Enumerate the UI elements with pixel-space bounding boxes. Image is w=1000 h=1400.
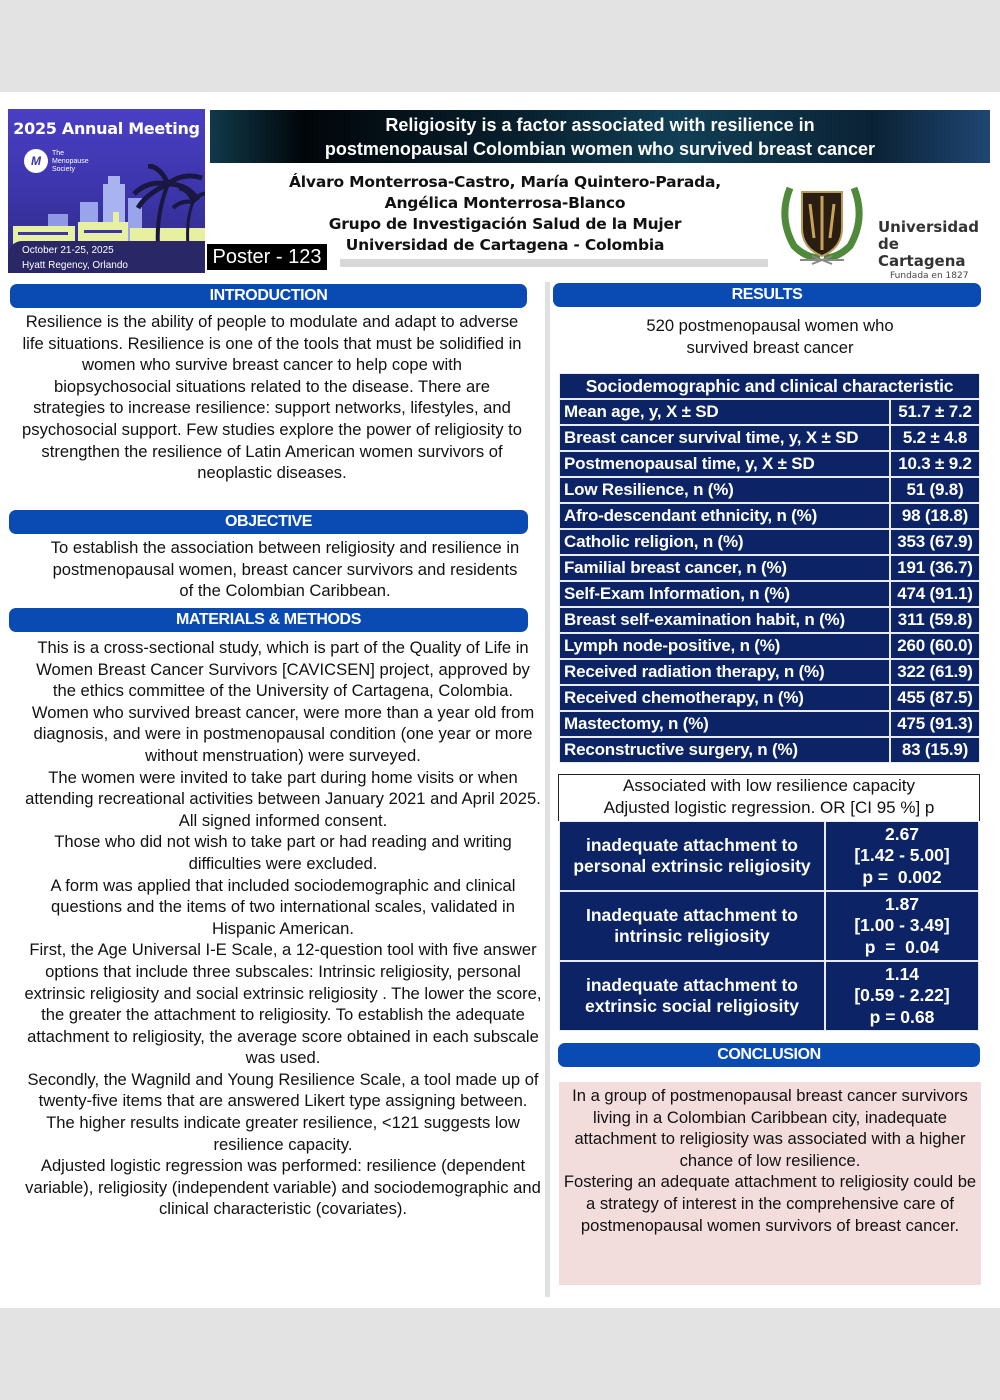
methods-paragraph: Adjusted logistic regression was performed: resilience (dependent variable), religiosity (independent variable) and sociodemographic and clinical characteristic (covariates). [25,1156,541,1219]
methods-paragraph: This is a cross-sectional study, which is part of the Quality of Life in Women Breast Cancer Survivors [CAVICSEN] project, approved by the ethics committee of the University of Cartagena, Colombia. [36,638,530,701]
row-label: Mean age, y, X ± SD [559,399,890,425]
row-label: Reconstructive surgery, n (%) [559,737,890,763]
meeting-title: 2025 Annual Meeting [13,119,200,138]
p-value: p = 0.002 [862,866,942,887]
sample-line-1: 520 postmenopausal women who [646,316,894,335]
methods-paragraph: Secondly, the Wagnild and Young Resilience Scale, a tool made up of twenty-five items that are answered Likert type assigning between. The higher results indicate greater resilience, <121 suggests low resilience capacity. [27,1069,539,1154]
society-line-3: Society [52,166,75,173]
conclusion-paragraph: In a group of postmenopausal breast cancer survivors living in a Colombian Caribbean city, inadequate attachment to religiosity was associated with a higher chance of low resilience. [572,1086,968,1170]
table-row [559,555,980,581]
p-value: p = 0.04 [864,936,940,957]
odds-ratio: 1.87 [884,893,920,914]
association-label-line: personal extrinsic religiosity [573,856,811,876]
row-label: Breast cancer survival time, y, X ± SD [559,425,890,451]
table-row [559,503,980,529]
row-label: Afro-descendant ethnicity, n (%) [559,503,890,529]
methods-paragraph: All signed informed consent. [178,810,388,830]
university-wordmark [878,219,988,282]
association-row [559,821,979,891]
results-heading: RESULTS [553,283,981,307]
row-value: 353 (67.9) [890,529,980,555]
city-skyline-icon [8,164,205,249]
objective-heading: OBJECTIVE [9,510,528,534]
society-line-1: The [52,150,65,157]
association-label [559,821,825,891]
table-row [559,529,980,555]
association-result [825,891,979,961]
row-label: Received chemotherapy, n (%) [559,685,890,711]
row-value: 260 (60.0) [890,633,980,659]
assoc-title-line-2: Adjusted logistic regression. OR [CI 95 %] p [603,798,935,817]
row-label: Familial breast cancer, n (%) [559,555,890,581]
methods-text [24,637,542,1220]
poster-title-banner [210,110,990,163]
table-row [559,607,980,633]
confidence-interval: [1.42 - 5.00] [854,845,950,866]
meeting-badge [8,109,205,273]
research-group: Grupo de Investigación Salud de la Mujer [328,215,682,233]
row-value: 83 (15.9) [890,737,980,763]
association-table-title [558,774,980,821]
objective-text: To establish the association between religiosity and resilience in postmenopausal women, breast cancer survivors and residents of the Colombian Caribbean. [50,538,520,601]
affiliation: Universidad de Cartagena - Colombia [345,236,665,254]
table-row [559,425,980,451]
column-separator [545,282,550,1297]
characteristics-table [559,373,980,763]
row-value: 51.7 ± 7.2 [890,399,980,425]
methods-paragraph: A form was applied that included sociodemographic and clinical questions and the items of two international scales, validated in Hispanic American. [50,875,516,938]
association-label-line: inadequate attachment to [586,974,798,995]
title-line-2: postmenopausal Colombian women who survived breast cancer [324,139,876,159]
assoc-title-line-1: Associated with low resilience capacity [623,776,915,795]
table-row [559,399,980,425]
row-label: Self-Exam Information, n (%) [559,581,890,607]
conclusion-paragraph: Fostering an adequate attachment to religiosity could be a strategy of interest in the comprehensive care of postmenopausal women survivors of breast cancer. [563,1172,977,1235]
row-value: 475 (91.3) [890,711,980,737]
row-label: Postmenopausal time, y, X ± SD [559,451,890,477]
association-label-line: intrinsic religiosity [614,926,770,946]
table-title: Sociodemographic and clinical characteristic [559,373,980,399]
methods-paragraph: First, the Age Universal I-E Scale, a 12-question tool with five answer options that include three subscales: Intrinsic religiosity, personal extrinsic religiosity and social extrinsic religiosity . The lower the score, the greater the attachment to religiosity. To establish the adequate attachment to religiosity, the average score obtained in each subscale was used. [24,940,542,1068]
row-value: 191 (36.7) [890,555,980,581]
title-line-1: Religiosity is a factor associated with resilience in [385,115,815,135]
association-label-line: extrinsic social religiosity [585,996,799,1016]
table-row [559,737,980,763]
methods-paragraph: The women were invited to take part during home visits or when attending recreational activities between January 2021 and April 2025. [25,767,541,809]
odds-ratio: 1.14 [884,963,920,984]
row-value: 455 (87.5) [890,685,980,711]
poster-number-label: Poster - 123 [207,244,327,270]
row-value: 51 (9.8) [890,477,980,503]
row-label: Breast self-examination habit, n (%) [559,607,890,633]
row-value: 311 (59.8) [890,607,980,633]
row-label: Low Resilience, n (%) [559,477,890,503]
conclusion-heading: CONCLUSION [558,1043,980,1067]
row-label: Catholic religion, n (%) [559,529,890,555]
association-label-line: inadequate attachment to [586,834,798,855]
menopause-society-logo-icon: M [24,149,48,173]
table-row [559,659,980,685]
row-label: Received radiation therapy, n (%) [559,659,890,685]
university-line-2: de Cartagena [878,235,966,270]
authors-line-1: Álvaro Monterrosa-Castro, María Quintero-Parada, [289,173,721,191]
meeting-venue: Hyatt Regency, Orlando [22,260,128,271]
confidence-interval: [1.00 - 3.49] [854,915,950,936]
table-row [559,711,980,737]
results-sample [560,315,980,358]
row-value: 98 (18.8) [890,503,980,529]
confidence-interval: [0.59 - 2.22] [854,985,950,1006]
introduction-text: Resilience is the ability of people to modulate and adapt to adverse life situations. Resilience is one of the tools that must be solidified in women who survive breast cancer to help cope with biopsychosocial situations related to the disease. There are strategies to increase resilience: support networks, lifestyles, and psychosocial support. Few studies explore the power of religiosity to strengthen the resilience of Latin American women survivors of neoplastic diseases. [22,312,522,483]
association-result [825,961,979,1031]
row-value: 10.3 ± 9.2 [890,451,980,477]
methods-paragraph: Women who survived breast cancer, were more than a year old from diagnosis, and were in postmenopausal condition (one year or more without menstruation) were surveyed. [31,702,535,765]
table-row [559,633,980,659]
methods-heading: MATERIALS & METHODS [9,608,528,632]
row-label: Mastectomy, n (%) [559,711,890,737]
row-value: 474 (91.1) [890,581,980,607]
association-label [559,891,825,961]
sample-line-2: survived breast cancer [686,337,854,357]
poster [0,92,1000,1308]
row-value: 5.2 ± 4.8 [890,425,980,451]
divider [340,259,768,267]
association-result [825,821,979,891]
table-header-row [559,373,980,399]
odds-ratio: 2.67 [884,823,920,844]
association-row [559,891,979,961]
introduction-heading: INTRODUCTION [10,284,527,308]
table-row [559,685,980,711]
association-label-line: Inadequate attachment to [586,904,798,925]
row-value: 322 (61.9) [890,659,980,685]
university-founded: Fundada en 1827 [890,271,969,281]
conclusion-box [559,1082,981,1285]
table-row [559,581,980,607]
authors-line-2: Angélica Monterrosa-Blanco [384,194,626,212]
p-value: p = 0.68 [869,1006,935,1027]
association-table [559,821,979,1031]
society-line-2: Menopause [52,158,89,165]
row-label: Lymph node-positive, n (%) [559,633,890,659]
meeting-dates: October 21-25, 2025 [22,245,114,256]
meeting-date-panel [8,241,205,273]
university-crest-icon [772,178,872,268]
association-label [559,961,825,1031]
table-row [559,477,980,503]
association-row [559,961,979,1031]
methods-paragraph: Those who did not wish to take part or had reading and writing difficulties were excluded. [54,832,512,873]
university-line-1: Universidad [878,218,980,236]
table-row [559,451,980,477]
